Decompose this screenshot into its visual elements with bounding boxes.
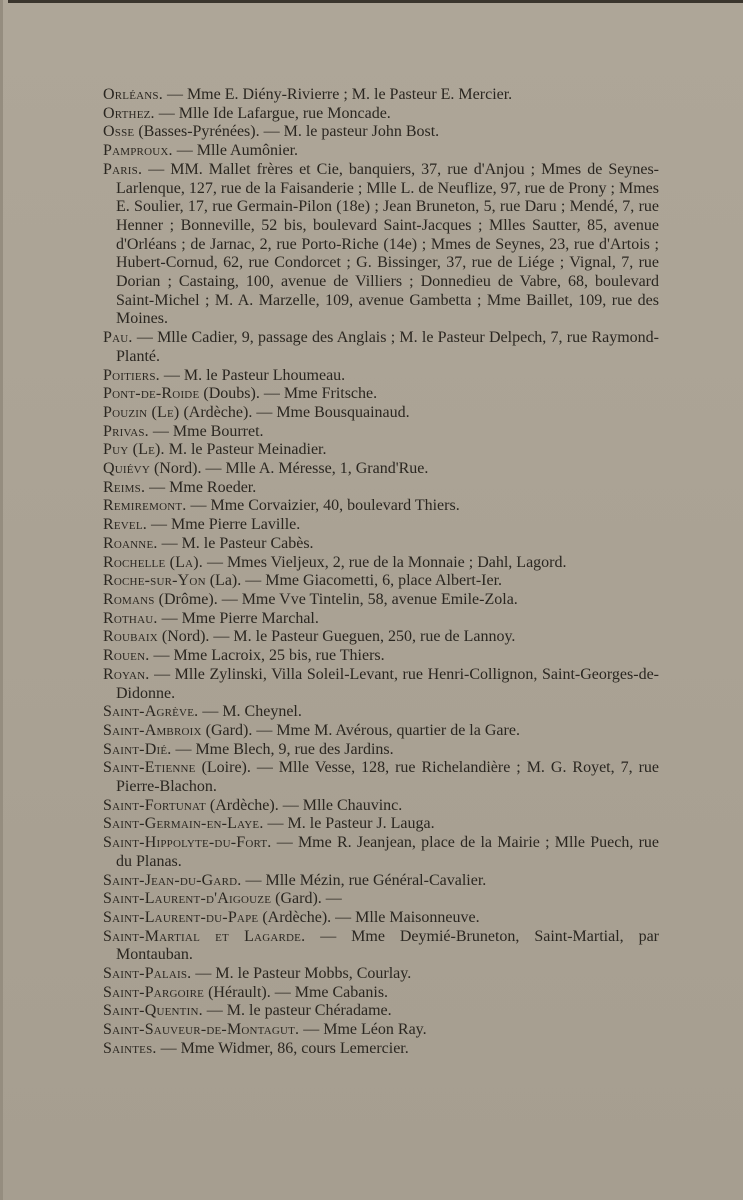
directory-entry — [103, 497, 659, 516]
entry-place-name: Poitiers. — [103, 366, 160, 384]
entry-details: — Mlle Cadier, 9, passage des Anglais ; M. le Pasteur Delpech, 7, rue Raymond-Planté. — [116, 329, 660, 365]
entry-details: — M. le Pasteur Mobbs, Courlay. — [195, 965, 412, 983]
entry-details: — MM. Mallet frères et Cie, banquiers, 37, rue d'Anjou ; Mmes de Seynes-Larlenque, 127, rue de la Faisanderie ; Mlle L. de Neuflize, 97, rue de Prony ; Mmes E. Soulier, 17, rue Germain-Pilon (18e) ; Jean Bruneton, 5, rue Daru ; Mendé, 7, rue Henner ; Bonneville, 52 bis, boulevard Saint-Jacques ; Mlles Sautter, 85, avenue d'Orléans ; de Jarnac, 2, rue Porto-Riche (14e) ; Mmes de Seynes, 23, rue d'Artois ; Hubert-Cornud, 62, rue Condorcet ; G. Bissinger, 37, rue de Liége ; Vignal, 7, rue Dorian ; Castaing, 100, avenue de Villiers ; Donnedieu de Vabre, 68, boulevard Saint-Michel ; M. A. Marzelle, 109, avenue Gambetta ; Mme Baillet, 109, rue des Moines. — [116, 160, 660, 328]
directory-entry — [103, 367, 659, 386]
directory-entry — [103, 554, 659, 573]
entry-place-name: Saintes. — [103, 1039, 157, 1057]
entry-details: — M. le Pasteur Lhoumeau. — [163, 366, 346, 384]
directory-entry — [103, 1021, 659, 1040]
entry-details: — Mmes Vieljeux, 2, rue de la Monnaie ; Dahl, Lagord. — [206, 553, 567, 571]
directory-entry — [103, 909, 659, 928]
entry-details: (Nord). — Mlle A. Méresse, 1, Grand'Rue. — [153, 460, 429, 478]
entry-place-name: Rochelle (La). — [103, 553, 203, 571]
directory-entry — [103, 1002, 659, 1021]
entry-place-name: Quiévy — [103, 460, 150, 478]
entry-details: — Mme Roeder. — [149, 478, 257, 496]
directory-entry — [103, 516, 659, 535]
entry-place-name: Rothau. — [103, 609, 158, 627]
entry-place-name: Saint-Martial et Lagarde. — [103, 927, 306, 945]
entry-details: — Mme Pierre Laville. — [150, 516, 301, 534]
entry-details: — M. le Pasteur Cabès. — [161, 534, 314, 552]
directory-entry — [103, 423, 659, 442]
directory-entry — [103, 385, 659, 404]
entry-details: — Mme Blech, 9, rue des Jardins. — [175, 740, 394, 758]
directory-entry — [103, 86, 659, 105]
entry-details: — M. le pasteur Chéradame. — [206, 1002, 392, 1020]
directory-entry — [103, 591, 659, 610]
directory-entry — [103, 460, 659, 479]
entry-details: — Mlle Aumônier. — [176, 142, 299, 160]
entry-place-name: Saint-Agrève. — [103, 703, 199, 721]
entry-place-name: Saint-Laurent-d'Aigouze — [103, 890, 272, 908]
directory-entry — [103, 872, 659, 891]
entry-place-name: Romans — [103, 590, 155, 608]
entry-details: — Mme Léon Ray. — [303, 1021, 427, 1039]
entry-details: (Ardèche). — Mme Bousquainaud. — [183, 403, 410, 421]
entry-details: (Ardèche). — Mlle Maisonneuve. — [262, 908, 480, 926]
entry-details: (Gard). — — [275, 890, 342, 908]
entry-place-name: Puy (Le). — [103, 441, 165, 459]
directory-entry — [103, 404, 659, 423]
entry-details: — Mlle Mézin, rue Général-Cavalier. — [245, 871, 487, 889]
entry-place-name: Pouzin (Le) — [103, 403, 180, 421]
entry-place-name: Pont-de-Roide — [103, 385, 200, 403]
entry-details: — Mme E. Diény-Rivierre ; M. le Pasteur E. Mercier. — [166, 86, 513, 103]
entry-details: (Ardèche). — Mlle Chauvinc. — [209, 796, 403, 814]
directory-entry — [103, 647, 659, 666]
directory-list — [103, 86, 659, 1059]
entry-place-name: Paris. — [103, 160, 143, 178]
entry-place-name: Roubaix — [103, 628, 158, 646]
entry-details: — Mlle Zylinski, Villa Soleil-Levant, rue Henri-Collignon, Saint-Georges-de-Didonne. — [116, 665, 660, 702]
entry-place-name: Roanne. — [103, 534, 158, 552]
entry-place-name: Revel. — [103, 516, 147, 534]
entry-place-name: Osse — [103, 123, 135, 141]
directory-entry — [103, 703, 659, 722]
directory-entry — [103, 722, 659, 741]
entry-place-name: Saint-Pargoire — [103, 983, 205, 1001]
page-top-edge — [8, 0, 743, 3]
entry-place-name: Saint-Palais. — [103, 965, 192, 983]
directory-entry — [103, 628, 659, 647]
entry-place-name: Orthez. — [103, 104, 155, 122]
directory-entry — [103, 928, 659, 965]
entry-details: — M. le Pasteur J. Lauga. — [267, 815, 435, 833]
entry-details: (La). — Mme Giacometti, 6, place Albert-Ier. — [209, 572, 503, 590]
entry-details: M. le Pasteur Meinadier. — [168, 441, 327, 459]
entry-details: — Mme Bourret. — [152, 422, 264, 440]
directory-entry — [103, 834, 659, 871]
directory-entry — [103, 161, 659, 329]
entry-details: (Hérault). — Mme Cabanis. — [208, 983, 389, 1001]
entry-place-name: Saint-Etienne — [103, 759, 196, 777]
directory-entry — [103, 610, 659, 629]
entry-place-name: Saint-Sauveur-de-Montagut. — [103, 1021, 300, 1039]
entry-separator — [305, 928, 320, 945]
entry-details: — Mme Corvaizier, 40, boulevard Thiers. — [190, 497, 460, 515]
directory-entry — [103, 984, 659, 1003]
directory-entry — [103, 142, 659, 161]
entry-place-name: Pau. — [103, 329, 133, 347]
entry-details: (Doubs). — Mme Fritsche. — [203, 385, 378, 403]
entry-place-name: Pamproux. — [103, 142, 173, 160]
entry-details: (Gard). — Mme M. Avérous, quartier de la Gare. — [205, 721, 520, 739]
directory-entry — [103, 890, 659, 909]
entry-details: — Mme Deymié-Bruneton, Saint-Martial, par Montauban. — [116, 927, 659, 964]
entry-details: — Mme Pierre Marchal. — [161, 609, 319, 627]
entry-place-name: Saint-Dié. — [103, 740, 172, 758]
directory-entry — [103, 572, 659, 591]
directory-entry — [103, 666, 659, 703]
entry-place-name: Roche-sur-Yon — [103, 572, 206, 590]
entry-details: (Drôme). — Mme Vve Tintelin, 58, avenue Emile-Zola. — [158, 590, 518, 608]
entry-place-name: Remiremont. — [103, 497, 187, 515]
directory-entry — [103, 797, 659, 816]
directory-entry — [103, 535, 659, 554]
entry-place-name: Reims. — [103, 478, 146, 496]
entry-details: — M. Cheynel. — [202, 703, 302, 721]
entry-details: (Basses-Pyrénées). — M. le pasteur John Bost. — [138, 123, 440, 141]
directory-entry — [103, 329, 659, 366]
directory-entry — [103, 965, 659, 984]
entry-place-name: Orléans. — [103, 86, 163, 103]
directory-entry — [103, 759, 659, 796]
directory-entry — [103, 741, 659, 760]
entry-details: — Mme Lacroix, 25 bis, rue Thiers. — [153, 647, 385, 665]
entry-place-name: Saint-Laurent-du-Pape — [103, 908, 259, 926]
directory-entry — [103, 105, 659, 124]
entry-details: — Mme Widmer, 86, cours Lemercier. — [160, 1039, 409, 1057]
entry-place-name: Saint-Quentin. — [103, 1002, 203, 1020]
entry-place-name: Saint-Germain-en-Laye. — [103, 815, 264, 833]
directory-entry — [103, 441, 659, 460]
entry-place-name: Saint-Ambroix — [103, 721, 202, 739]
entry-place-name: Privas. — [103, 422, 149, 440]
directory-entry — [103, 479, 659, 498]
entry-place-name: Saint-Hippolyte-du-Fort. — [103, 834, 272, 852]
entry-place-name: Rouen. — [103, 647, 150, 665]
directory-entry — [103, 1040, 659, 1059]
entry-place-name: Saint-Fortunat — [103, 796, 206, 814]
entry-place-name: Royan. — [103, 665, 150, 683]
entry-details: — Mlle Ide Lafargue, rue Moncade. — [158, 104, 391, 122]
page-left-edge — [0, 0, 3, 1200]
directory-entry — [103, 815, 659, 834]
entry-details: — Mme R. Jeanjean, place de la Mairie ; Mlle Puech, rue du Planas. — [116, 834, 660, 870]
entry-details: (Loire). — Mlle Vesse, 128, rue Richelandière ; M. G. Royet, 7, rue Pierre-Blachon. — [116, 759, 659, 796]
entry-place-name: Saint-Jean-du-Gard. — [103, 871, 242, 889]
directory-entry — [103, 123, 659, 142]
entry-details: (Nord). — M. le Pasteur Gueguen, 250, rue de Lannoy. — [161, 628, 516, 646]
